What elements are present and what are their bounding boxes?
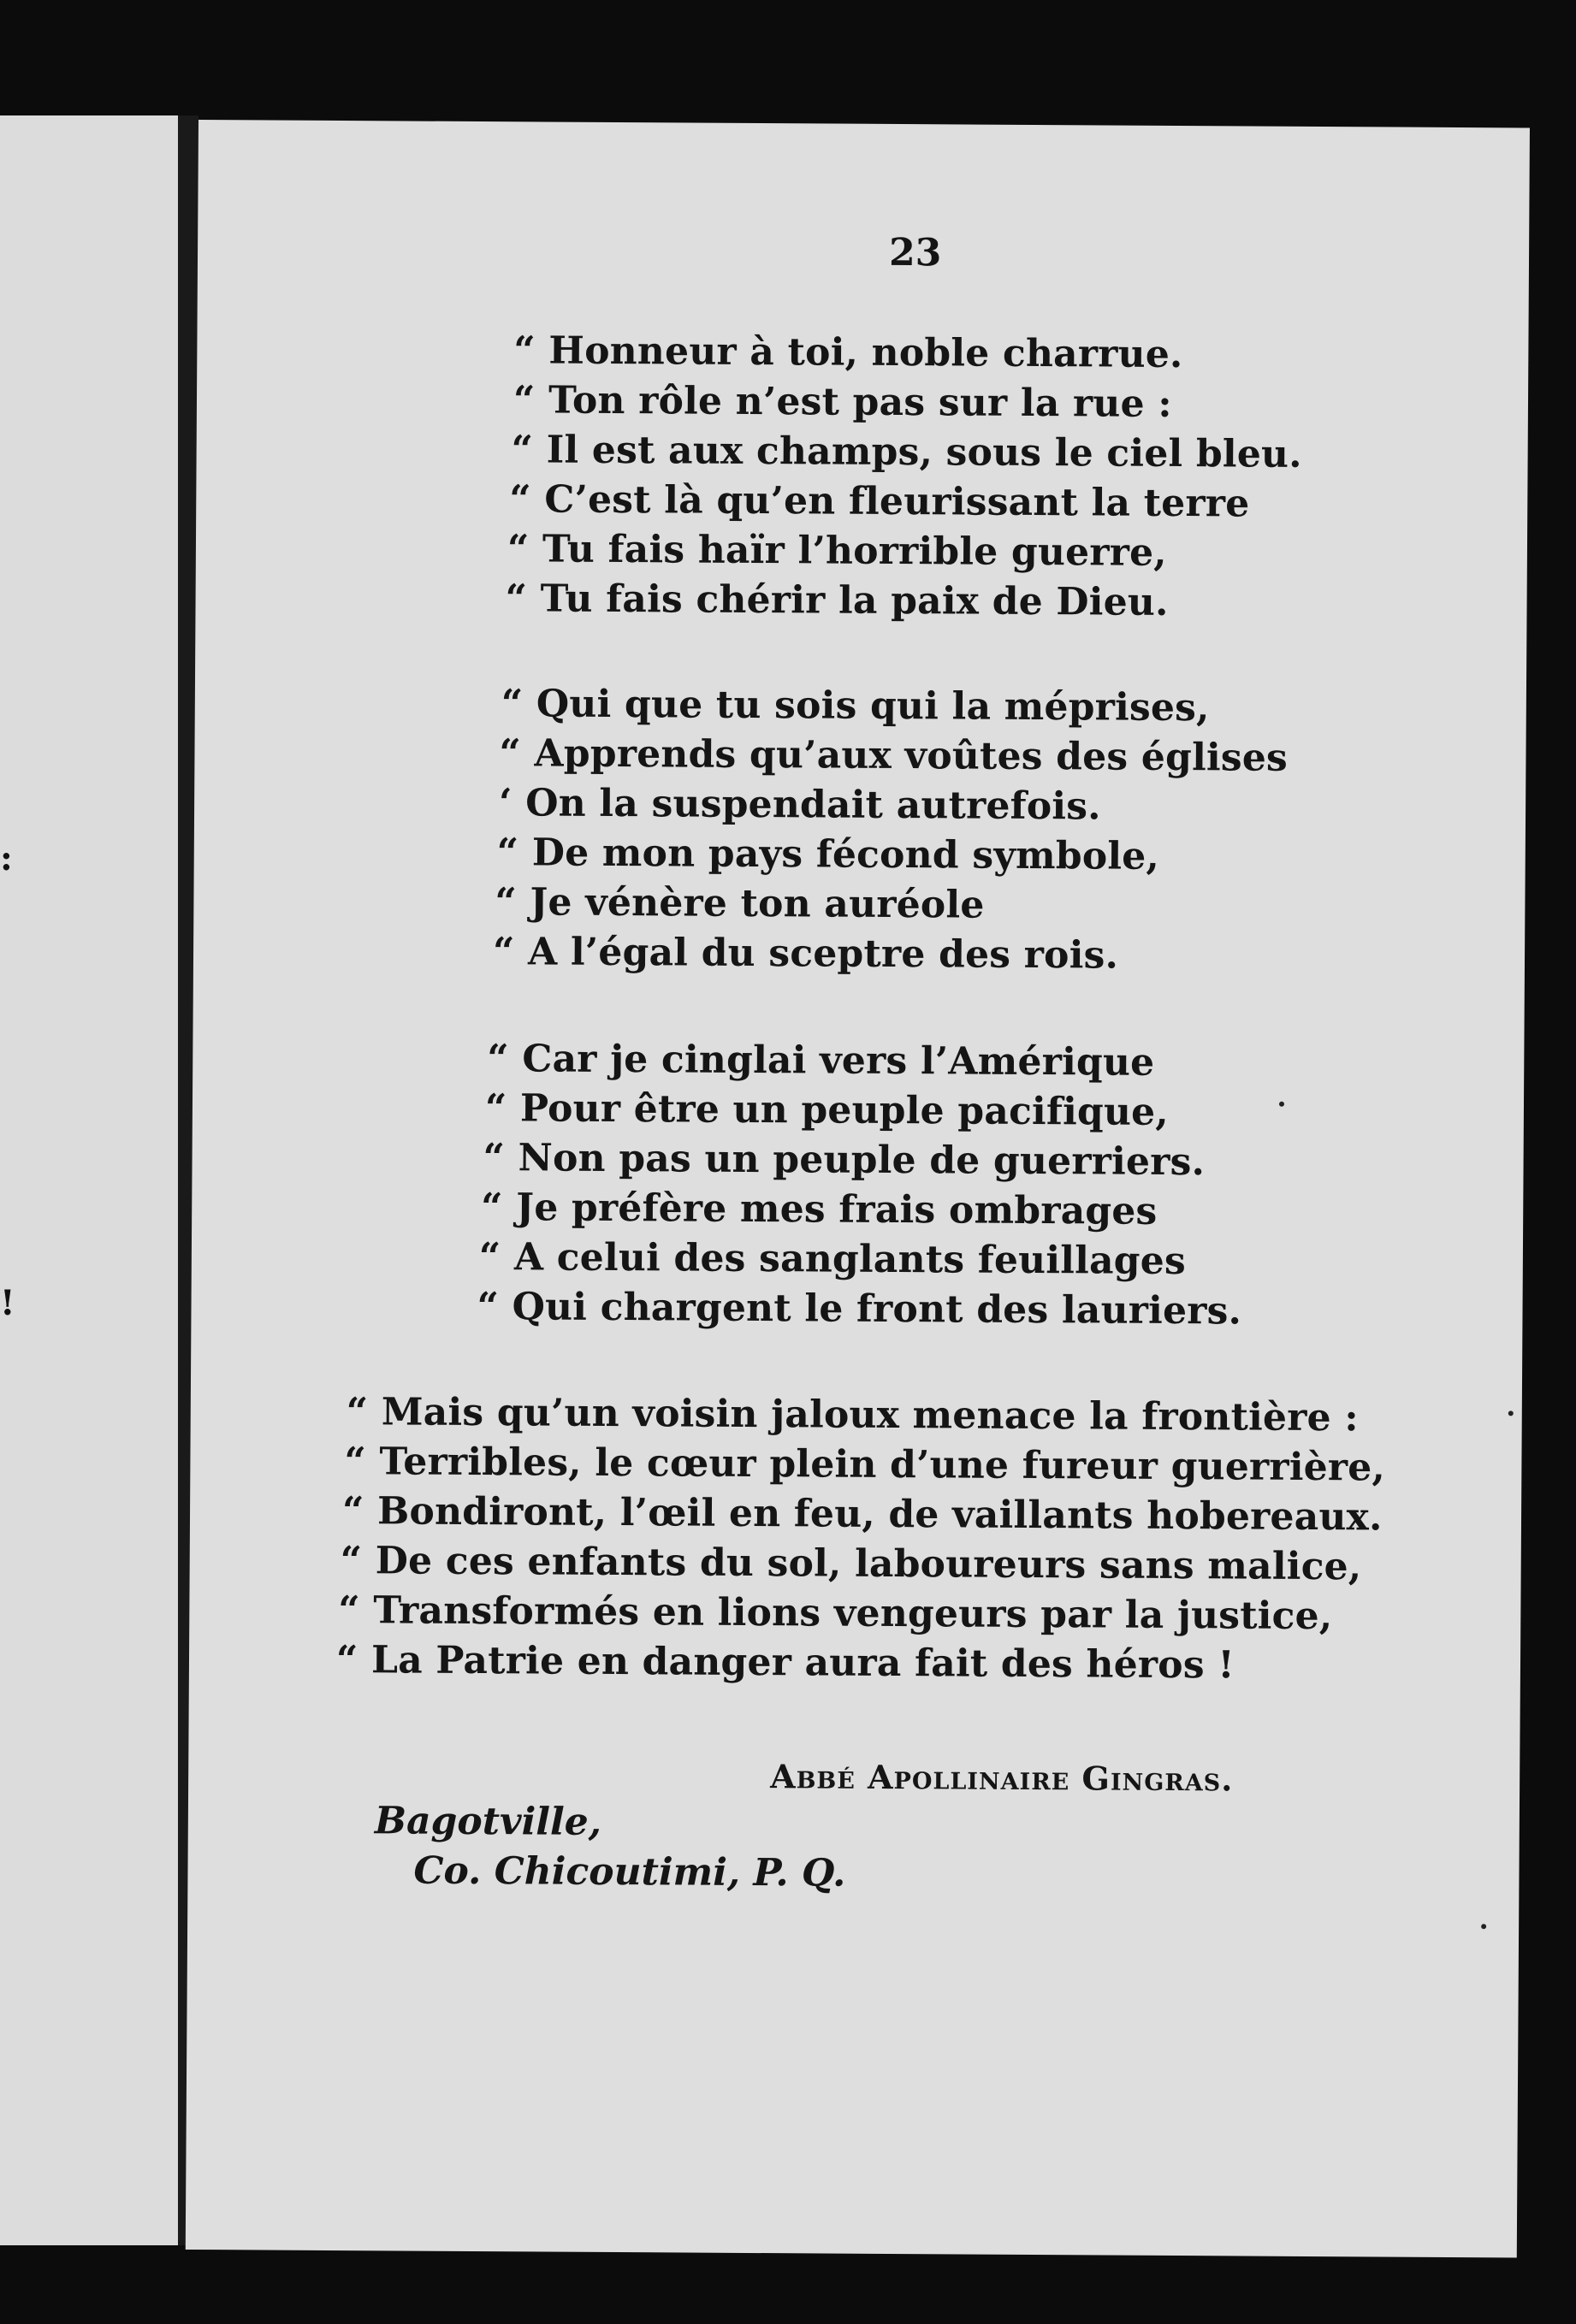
poem-line: “ De ces enfants du sol, laboureurs sans malice,	[340, 1539, 1362, 1589]
poem-line: “ La Patrie en danger aura fait des héros !	[335, 1638, 1235, 1688]
poem-line: “ Mais qu’un voisin jaloux menace la frontière :	[346, 1390, 1359, 1440]
poem-line: “ C’est là qu’en fleurissant la terre	[509, 477, 1250, 526]
previous-page-edge	[0, 115, 178, 2245]
page-number: 23	[888, 230, 942, 275]
poem-line: “ Je vénère ton auréole	[495, 880, 985, 927]
print-speck	[1481, 1924, 1486, 1929]
print-speck	[1279, 1102, 1284, 1107]
poem-line: “ Tu fais chérir la paix de Dieu.	[505, 577, 1169, 624]
poem-line: “ Honneur à toi, noble charrue.	[513, 328, 1183, 377]
poem-line: “ A celui des sanglants feuillages	[478, 1235, 1187, 1284]
poem-line: “ Apprends qu’aux voûtes des églises	[499, 731, 1289, 780]
book-page	[186, 120, 1530, 2257]
left-page-mark: :	[0, 838, 13, 878]
poem-line: “ Pour être un peuple pacifique,	[484, 1086, 1170, 1134]
poem-line: “ Je préfère mes frais ombrages	[481, 1186, 1158, 1233]
poem-line: “ Qui que tu sois qui la méprises,	[501, 682, 1210, 730]
place-line-1: Bagotville,	[374, 1799, 602, 1844]
poem-line: “ Il est aux champs, sous le ciel bleu.	[511, 428, 1302, 476]
place-line-2: Co. Chicoutimi, P. Q.	[413, 1848, 846, 1895]
poem-line: ‘ On la suspendait autrefois.	[498, 781, 1101, 829]
print-speck	[1508, 1410, 1514, 1416]
poem-line: “ A l’égal du sceptre des rois.	[492, 930, 1119, 978]
poem-line: “ Car je cinglai vers l’Amérique	[487, 1037, 1155, 1085]
left-page-mark: !	[0, 1283, 15, 1323]
poem-line: “ Transformés en lions vengeurs par la justice,	[338, 1588, 1333, 1639]
poem-line: “ Tu fais haïr l’horrible guerre,	[507, 527, 1167, 575]
poem-line: “ De mon pays fécond symbole,	[496, 831, 1160, 878]
poem-line: “ Non pas un peuple de guerriers.	[483, 1136, 1206, 1185]
author-signature: Abbé Apollinaire Gingras.	[770, 1757, 1234, 1799]
poem-line: “ Qui chargent le front des lauriers.	[477, 1285, 1242, 1333]
poem-line: “ Bondiront, l’œil en feu, de vaillants hobereaux.	[341, 1489, 1383, 1540]
poem-line: “ Terribles, le cœur plein d’une fureur guerrière,	[344, 1440, 1386, 1490]
poem-line: “ Ton rôle n’est pas sur la rue :	[512, 378, 1172, 426]
